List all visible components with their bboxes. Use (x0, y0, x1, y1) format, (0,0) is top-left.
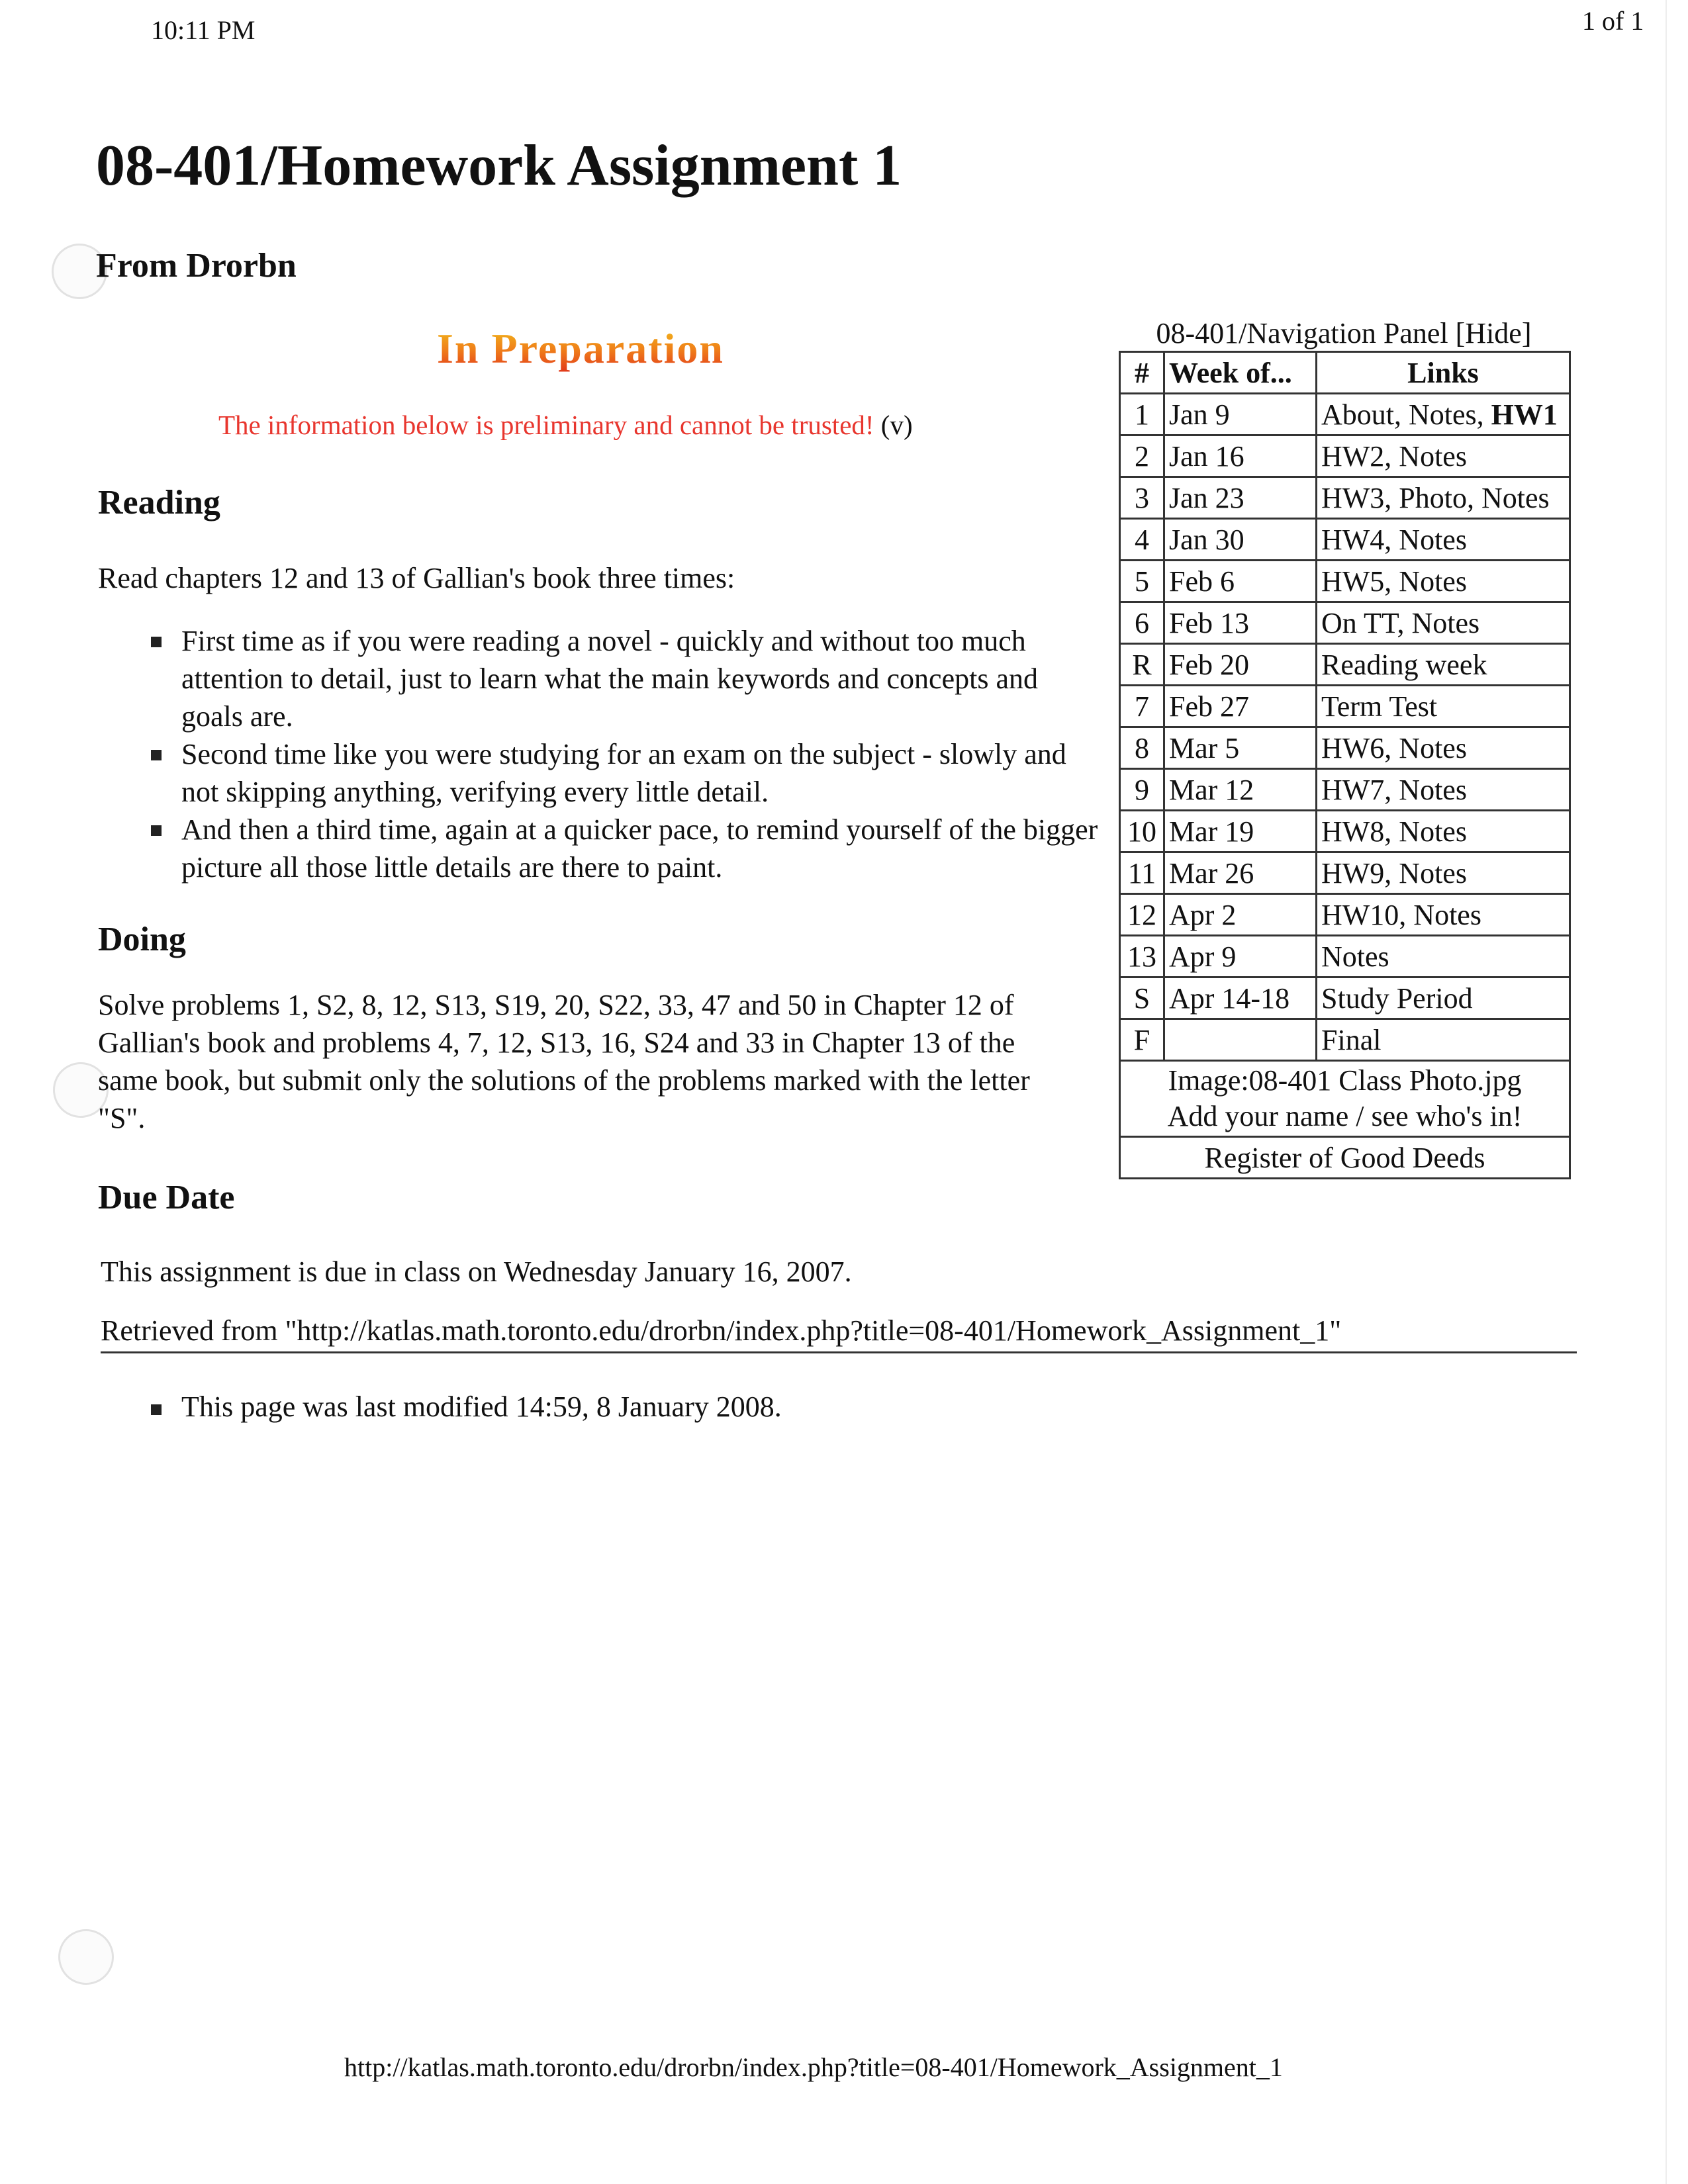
week-number: 10 (1120, 811, 1164, 852)
doing-text: Solve problems 1, S2, 8, 12, S13, S19, 20, S22, 33, 47 and 50 in Chapter 12 of Gallian's book and problems 4, 7, 12, S13, 16, S24 and 33 in Chapter 13 of the same book, but submit only the solutions of the problems marked with the letter "S". (98, 989, 1030, 1134)
table-row (1120, 561, 1570, 602)
list-item: And then a third time, again at a quicker pace, to remind yourself of the bigger picture all those little details are there to paint. (151, 811, 1104, 886)
week-links[interactable] (1317, 477, 1570, 519)
table-row (1120, 811, 1570, 852)
week-links[interactable] (1317, 727, 1570, 769)
week-number: 4 (1120, 519, 1164, 561)
punch-hole-bottom (58, 1929, 114, 1985)
week-date-link[interactable]: Feb 27 (1164, 686, 1317, 727)
class-photo-row (1120, 1061, 1570, 1137)
week-number: 1 (1120, 394, 1164, 435)
table-row (1120, 644, 1570, 686)
preliminary-warning: The information below is preliminary and cannot be trusted! (218, 410, 874, 440)
week-date-link[interactable]: Jan 30 (1164, 519, 1317, 561)
column-header-num: # (1120, 352, 1164, 394)
links-text[interactable]: About, Notes, (1321, 398, 1491, 431)
week-links[interactable] (1317, 1019, 1570, 1061)
table-header-row (1120, 352, 1570, 394)
week-links[interactable] (1317, 602, 1570, 644)
preliminary-suffix[interactable]: (v) (874, 410, 913, 440)
week-date-link[interactable]: Feb 13 (1164, 602, 1317, 644)
current-homework-link[interactable]: HW1 (1491, 398, 1558, 431)
page-edge (1665, 0, 1667, 2184)
week-number: 7 (1120, 686, 1164, 727)
good-deeds-link[interactable]: Register of Good Deeds (1120, 1137, 1570, 1179)
week-links[interactable] (1317, 644, 1570, 686)
week-date-link[interactable]: Apr 2 (1164, 894, 1317, 936)
table-row (1120, 477, 1570, 519)
links-text[interactable]: On TT, Notes (1321, 606, 1480, 639)
week-number: S (1120, 978, 1164, 1019)
week-number: 5 (1120, 561, 1164, 602)
week-number: 9 (1120, 769, 1164, 811)
last-modified: This page was last modified 14:59, 8 January 2008. (151, 1390, 782, 1424)
week-number: R (1120, 644, 1164, 686)
navigation-table (1119, 351, 1571, 1179)
week-date-link[interactable]: Jan 16 (1164, 435, 1317, 477)
due-date-heading: Due Date (98, 1179, 235, 1216)
week-date-link[interactable]: Apr 14-18 (1164, 978, 1317, 1019)
reading-heading: Reading (98, 484, 220, 522)
week-links[interactable] (1317, 894, 1570, 936)
week-links[interactable] (1317, 936, 1570, 978)
week-links[interactable] (1317, 519, 1570, 561)
class-photo-link[interactable]: Image:08-401 Class Photo.jpg (1168, 1064, 1522, 1097)
good-deeds-row (1120, 1137, 1570, 1179)
links-text[interactable]: HW9, Notes (1321, 856, 1467, 889)
links-text[interactable]: Study Period (1321, 981, 1473, 1015)
links-text[interactable]: HW3, Photo, Notes (1321, 481, 1550, 514)
week-date-link[interactable]: Mar 12 (1164, 769, 1317, 811)
week-date-link[interactable]: Mar 5 (1164, 727, 1317, 769)
week-number: 2 (1120, 435, 1164, 477)
week-number: 6 (1120, 602, 1164, 644)
preliminary-notice (218, 409, 913, 441)
week-number: 13 (1120, 936, 1164, 978)
nav-panel-title[interactable]: 08-401/Navigation Panel (1156, 317, 1448, 349)
table-row (1120, 435, 1570, 477)
week-number: 11 (1120, 852, 1164, 894)
week-date-link[interactable]: Jan 9 (1164, 394, 1317, 435)
list-item: First time as if you were reading a novel - quickly and without too much attention to detail, just to learn what the main keywords and concepts and goals are. (151, 622, 1104, 735)
table-row (1120, 519, 1570, 561)
links-text[interactable]: HW2, Notes (1321, 439, 1467, 473)
week-links[interactable] (1317, 435, 1570, 477)
in-preparation-banner: In Preparation (437, 325, 724, 372)
retrieved-from[interactable]: Retrieved from "http://katlas.math.toronto.edu/drorbn/index.php?title=08-401/Homework_Assignment_1" (101, 1314, 1577, 1353)
week-number: 3 (1120, 477, 1164, 519)
footer-url: http://katlas.math.toronto.edu/drorbn/index.php?title=08-401/Homework_Assignment_1 (344, 2052, 1283, 2082)
from-line: From Drorbn (96, 247, 297, 285)
week-number: F (1120, 1019, 1164, 1061)
reading-list (151, 622, 1104, 886)
table-row (1120, 602, 1570, 644)
links-text[interactable]: HW4, Notes (1321, 523, 1467, 556)
week-date-link[interactable]: Feb 6 (1164, 561, 1317, 602)
links-text[interactable]: Notes (1321, 940, 1389, 973)
add-your-name-link[interactable]: Add your name / see who's in! (1167, 1100, 1523, 1132)
nav-panel-hide-link[interactable]: [Hide] (1455, 317, 1532, 349)
doing-heading: Doing (98, 921, 186, 958)
page-title: 08-401/Homework Assignment 1 (96, 134, 902, 198)
week-date-link[interactable]: Mar 26 (1164, 852, 1317, 894)
class-photo-cell (1120, 1061, 1570, 1137)
links-text[interactable]: Term Test (1321, 690, 1438, 723)
column-header-links: Links (1317, 352, 1570, 394)
week-links[interactable] (1317, 811, 1570, 852)
links-text[interactable]: Reading week (1321, 648, 1487, 681)
nav-panel-caption (1119, 316, 1569, 350)
links-text[interactable]: HW5, Notes (1321, 565, 1467, 598)
table-row (1120, 852, 1570, 894)
week-date-link[interactable]: Mar 19 (1164, 811, 1317, 852)
reading-intro: Read chapters 12 and 13 of Gallian's book three times: (98, 562, 735, 594)
links-text[interactable]: HW7, Notes (1321, 773, 1467, 806)
table-row (1120, 727, 1570, 769)
week-number: 12 (1120, 894, 1164, 936)
week-links[interactable] (1317, 561, 1570, 602)
week-links[interactable] (1317, 769, 1570, 811)
list-item: Second time like you were studying for an exam on the subject - slowly and not skipping anything, verifying every little detail. (151, 735, 1104, 811)
week-links[interactable] (1317, 978, 1570, 1019)
table-row (1120, 1019, 1570, 1061)
week-links[interactable] (1317, 852, 1570, 894)
links-text[interactable]: HW8, Notes (1321, 815, 1467, 848)
table-row (1120, 894, 1570, 936)
links-text[interactable]: Final (1321, 1023, 1382, 1056)
page-count: 1 of 1 (1582, 6, 1644, 36)
week-number: 8 (1120, 727, 1164, 769)
table-row (1120, 769, 1570, 811)
links-text[interactable]: HW10, Notes (1321, 898, 1481, 931)
table-row (1120, 936, 1570, 978)
week-date-link[interactable] (1164, 1019, 1317, 1061)
table-row (1120, 686, 1570, 727)
print-time: 10:11 PM (151, 15, 256, 45)
due-date-text: This assignment is due in class on Wednesday January 16, 2007. (101, 1255, 852, 1288)
week-date-link[interactable]: Jan 23 (1164, 477, 1317, 519)
table-row (1120, 978, 1570, 1019)
week-date-link[interactable]: Apr 9 (1164, 936, 1317, 978)
links-text[interactable]: HW6, Notes (1321, 731, 1467, 764)
week-date-link[interactable]: Feb 20 (1164, 644, 1317, 686)
week-links[interactable] (1317, 394, 1570, 435)
column-header-week: Week of... (1164, 352, 1317, 394)
week-links[interactable] (1317, 686, 1570, 727)
table-row (1120, 394, 1570, 435)
